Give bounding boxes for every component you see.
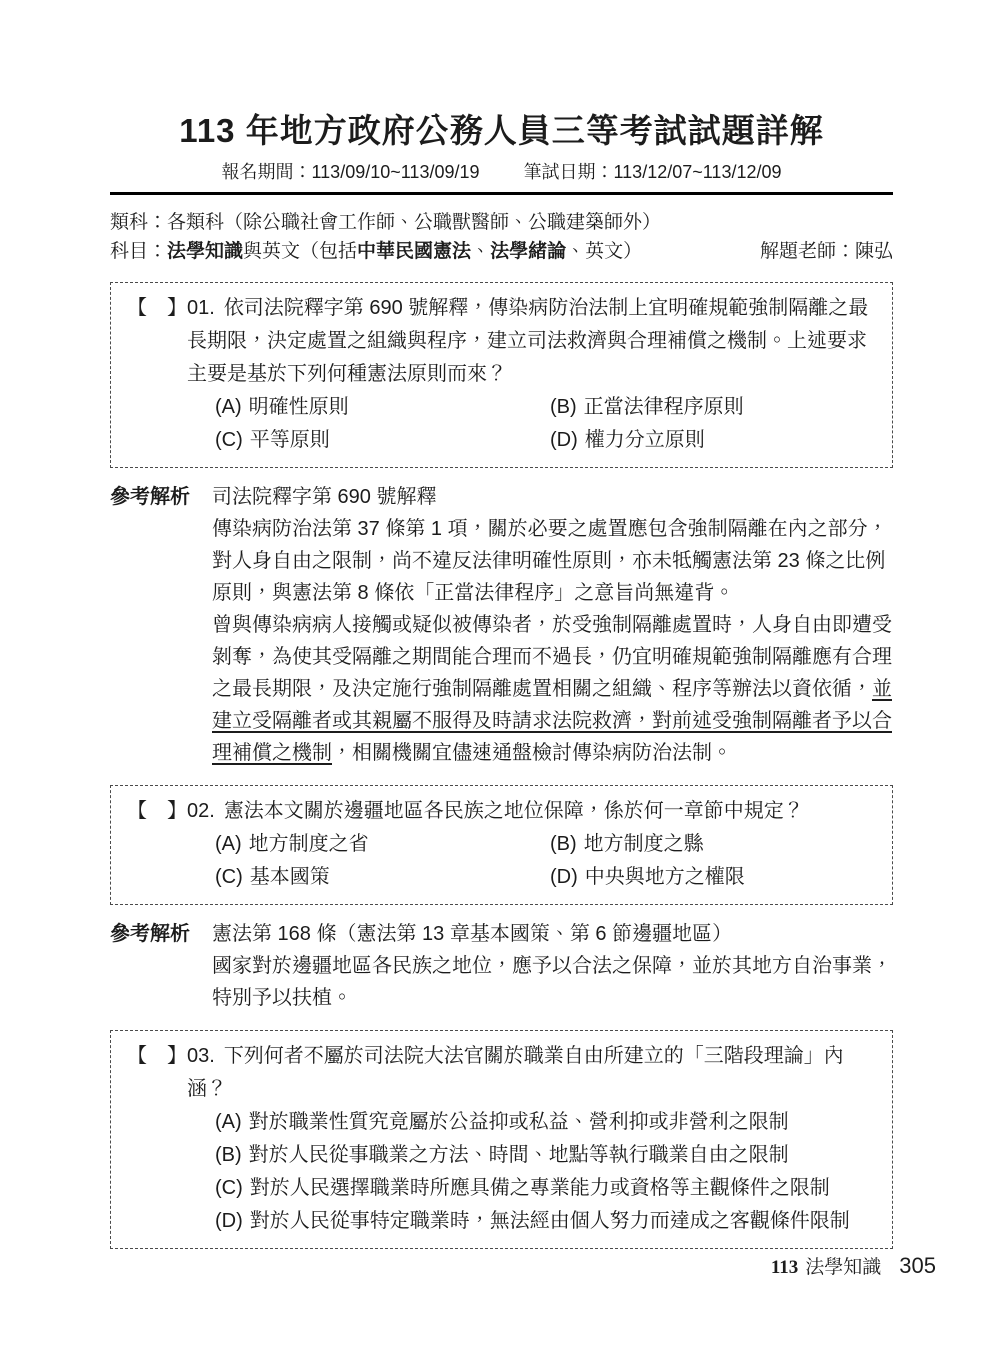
footer-year: 113: [770, 1257, 799, 1278]
option-label: (B): [550, 833, 577, 855]
analysis-body: [212, 481, 893, 769]
option-text: 對於人民從事特定職業時，無法經由個人努力而達成之客觀條件限制: [249, 1210, 850, 1232]
option-label: (C): [215, 866, 243, 888]
option-c: [215, 1172, 880, 1205]
question-row: [127, 795, 880, 894]
option-label: (D): [550, 429, 578, 451]
written-exam-date: 筆試日期：113/12/07~113/12/09: [523, 162, 782, 182]
paragraph-segment: 曾與傳染病病人接觸或疑似被傳染者，於受強制隔離處置時，人身自由即遭受剝奪，為使其受隔離之期間能合理而不過長，仍宜明確規範強制隔離應有合理之最長期限，及決定施行強制隔離處置相關之組織、程序等辦法以資依循，: [212, 614, 892, 700]
question-number: 01.: [187, 297, 215, 319]
option-text: 對於職業性質究竟屬於公益抑或私益、營利抑或非營利之限制: [248, 1111, 789, 1133]
analysis-paragraph: [212, 609, 893, 769]
question-number: 02.: [187, 800, 215, 822]
exam-dates-line: [110, 161, 893, 183]
option-text: 對於人民選擇職業時所應具備之專業能力或資格等主觀條件之限制: [249, 1177, 830, 1199]
option-a: [215, 391, 550, 424]
option-a: [215, 828, 550, 861]
options-list: [215, 1106, 880, 1238]
question-box-02: [110, 785, 893, 905]
analysis-paragraph: 傳染病防治法第 37 條第 1 項，關於必要之處置應包含強制隔離在內之部分，對人身自由之限制，尚不違反法律明確性原則，亦未牴觸憲法第 23 條之比例原則，與憲法第 8 條依「正當法律程序」之意旨尚無違背。: [212, 518, 888, 604]
option-c: [215, 861, 550, 894]
subject-text: [110, 237, 642, 266]
analysis-label: 參考解析: [110, 486, 190, 508]
question-body: [187, 1040, 880, 1238]
underlined-text: 並建立受隔離者或其親屬不服得及時請求法院救濟，對前述受強制隔離者予以合理補償之機制: [212, 678, 892, 764]
question-text: 依司法院釋字第 690 號解釋，傳染病防治法制上宜明確規範強制隔離之最長期限，決定處置之組織與程序，建立司法救濟與合理補償之機制。上述要求主要是基於下列何種憲法原則而來？: [187, 297, 869, 385]
option-d: [550, 861, 880, 894]
option-label: (A): [215, 396, 242, 418]
option-text: 對於人民從事職業之方法、時間、地點等執行職業自由之限制: [248, 1144, 789, 1166]
question-text: 下列何者不屬於司法院大法官關於職業自由所建立的「三階段理論」內涵？: [187, 1045, 844, 1100]
analysis-paragraph: 國家對於邊疆地區各民族之地位，應予以合法之保障，並於其地方自治事業，特別予以扶植。: [212, 955, 892, 1009]
option-text: 正當法律程序原則: [583, 396, 744, 418]
option-label: (C): [215, 429, 243, 451]
option-label: (B): [215, 1144, 242, 1166]
question-stem: [187, 1040, 880, 1106]
paragraph-segment: ，相關機關宜儘速通盤檢討傳染病防治法制。: [332, 742, 732, 764]
question-box-03: [110, 1030, 893, 1249]
page-title: 113 年地方政府公務人員三等考試試題詳解: [179, 112, 824, 149]
subject-line: [110, 237, 893, 266]
question-box-01: [110, 282, 893, 468]
question-text: 憲法本文關於邊疆地區各民族之地位保障，係於何一章節中規定？: [223, 800, 804, 822]
option-label: (B): [550, 396, 577, 418]
subject-topic-jurisprudence: 法學緒論: [490, 241, 567, 262]
footer-page-number: 305: [899, 1253, 936, 1278]
option-label: (C): [215, 1177, 243, 1199]
subject-label: 科目：: [110, 241, 168, 262]
footer-subject: 法學知識: [805, 1257, 882, 1278]
option-b: [550, 391, 880, 424]
teacher-name: 解題老師：陳弘: [759, 241, 893, 262]
analysis-section-01: [110, 481, 893, 769]
options-grid: [215, 828, 880, 894]
analysis-heading: 司法院釋字第 690 號解釋: [212, 486, 437, 508]
option-label: (D): [215, 1210, 243, 1232]
answer-blank: 【 】: [127, 1045, 187, 1067]
option-d: [215, 1205, 880, 1238]
answer-blank: 【 】: [127, 800, 187, 822]
category-line: 類科：各類科（除公職社會工作師、公職獸醫師、公職建築師外）: [110, 212, 662, 233]
option-b: [215, 1139, 880, 1172]
option-label: (D): [550, 866, 578, 888]
option-label: (A): [215, 833, 242, 855]
option-text: 明確性原則: [248, 396, 349, 418]
question-stem: [187, 795, 880, 828]
options-grid: [215, 391, 880, 457]
option-text: 平等原則: [249, 429, 330, 451]
question-number: 03.: [187, 1045, 215, 1067]
subject-segment: 、英文）: [566, 241, 643, 262]
question-row: [127, 292, 880, 457]
question-body: [187, 795, 880, 894]
exam-meta: [110, 208, 893, 266]
question-body: [187, 292, 880, 457]
analysis-label: 參考解析: [110, 923, 190, 945]
option-d: [550, 424, 880, 457]
question-row: [127, 1040, 880, 1238]
question-stem: [187, 292, 880, 391]
option-b: [550, 828, 880, 861]
option-c: [215, 424, 550, 457]
subject-topic-constitution: 中華民國憲法: [357, 241, 472, 262]
option-label: (A): [215, 1111, 242, 1133]
option-text: 基本國策: [249, 866, 330, 888]
registration-period: 報名期間：113/09/10~113/09/19: [221, 162, 480, 182]
option-text: 地方制度之省: [248, 833, 369, 855]
analysis-section-02: [110, 918, 893, 1014]
analysis-body: [212, 918, 893, 1014]
answer-blank: 【 】: [127, 297, 187, 319]
option-text: 權力分立原則: [584, 429, 705, 451]
subject-segment: 與英文（包括: [243, 241, 358, 262]
header-divider-rule: [110, 192, 893, 195]
page-footer: [771, 1252, 936, 1279]
option-a: [215, 1106, 880, 1139]
subject-segment: 、: [471, 241, 491, 262]
subject-name: 法學知識: [167, 241, 244, 262]
option-text: 地方制度之縣: [583, 833, 704, 855]
option-text: 中央與地方之權限: [584, 866, 745, 888]
analysis-heading: 憲法第 168 條（憲法第 13 章基本國策、第 6 節邊疆地區）: [212, 923, 733, 945]
